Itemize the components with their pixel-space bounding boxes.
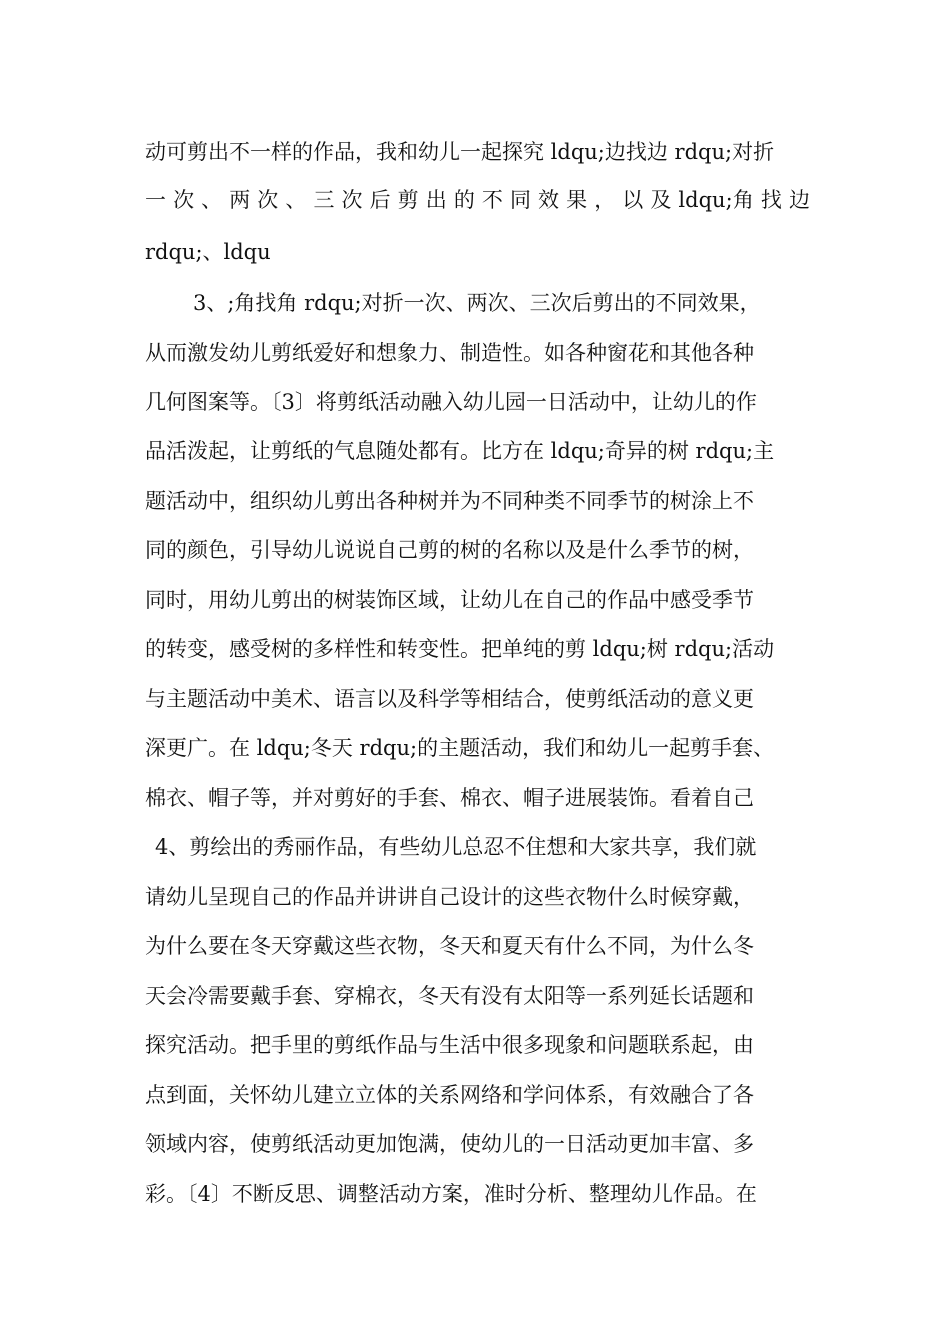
- text-line: 题活动中，组织幼儿剪出各种树并为不同种类不同季节的树涂上不: [145, 489, 754, 513]
- text-line: 请幼儿呈现自己的作品并讲讲自己设计的这些衣物什么时候穿戴，: [145, 885, 754, 909]
- text-line: 同时，用幼儿剪出的树装饰区域，让幼儿在自己的作品中感受季节: [145, 588, 754, 612]
- text-line: 几何图案等。〔3〕将剪纸活动融入幼儿园一日活动中，让幼儿的作: [145, 390, 757, 414]
- text-line: 动可剪出不一样的作品，我和幼儿一起探究 ldqu;边找边 rdqu;对折: [145, 140, 775, 164]
- text-line: 与主题活动中美术、语言以及科学等相结合，使剪纸活动的意义更: [145, 687, 754, 711]
- text-line: 探究活动。把手里的剪纸作品与生活中很多现象和问题联系起，由: [145, 1033, 754, 1057]
- text-line: 天会冷需要戴手套、穿棉衣，冬天有没有太阳等一系列延长话题和: [145, 984, 754, 1008]
- text-line: 棉衣、帽子等，并对剪好的手套、棉衣、帽子进展装饰。看着自己: [145, 786, 754, 810]
- text-line: 4、剪绘出的秀丽作品，有些幼儿总忍不住想和大家共享，我们就: [155, 835, 757, 859]
- text-line: 品活泼起，让剪纸的气息随处都有。比方在 ldqu;奇异的树 rdqu;主: [145, 439, 775, 463]
- text-line: 点到面，关怀幼儿建立立体的关系网络和学问体系，有效融合了各: [145, 1083, 754, 1107]
- text-line: 彩。〔4〕不断反思、调整活动方案，准时分析、整理幼儿作品。在: [145, 1182, 757, 1206]
- text-line: 深更广。在 ldqu;冬天 rdqu;的主题活动，我们和幼儿一起剪手套、: [145, 736, 775, 760]
- text-line: 的转变，感受树的多样性和转变性。把单纯的剪 ldqu;树 rdqu;活动: [145, 637, 775, 661]
- text-line: 一 次 、 两 次 、 三 次 后 剪 出 的 不 同 效 果 ， 以 及 ldqu;角 找 边: [145, 188, 810, 212]
- text-line: 3、;角找角 rdqu;对折一次、两次、三次后剪出的不同效果，: [193, 291, 761, 315]
- text-line: rdqu;、ldqu: [145, 240, 271, 264]
- text-line: 从而激发幼儿剪纸爱好和想象力、制造性。如各种窗花和其他各种: [145, 341, 754, 365]
- text-line: 同的颜色，引导幼儿说说自己剪的树的名称以及是什么季节的树，: [145, 538, 754, 562]
- text-line: 领域内容，使剪纸活动更加饱满，使幼儿的一日活动更加丰富、多: [145, 1132, 754, 1156]
- text-line: 为什么要在冬天穿戴这些衣物，冬天和夏天有什么不同，为什么冬: [145, 934, 754, 958]
